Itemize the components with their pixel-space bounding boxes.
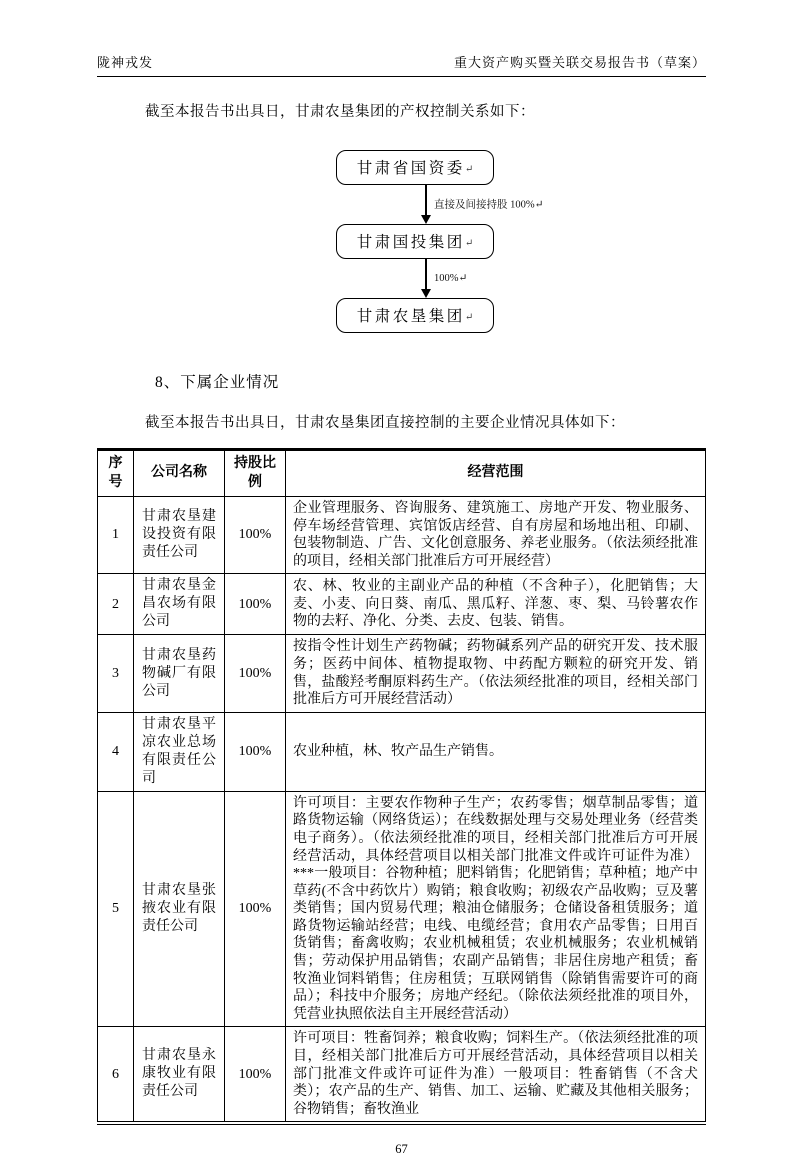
cell-holding-ratio: 100% [225,496,286,573]
header-right-report-title: 重大资产购买暨关联交易报告书（草案） [453,55,706,70]
intro-paragraph-control-relationship: 截至本报告书出具日，甘肃农垦集团的产权控制关系如下： [145,104,535,120]
table-header-row [98,451,706,497]
column-header-index: 序号 [98,451,134,497]
cell-business-scope: 农业种植，林、牧产品生产销售。 [286,712,706,791]
page-number: 67 [395,1142,408,1157]
node-label: 甘肃农垦集团 [356,308,465,326]
cell-holding-ratio: 100% [225,1027,286,1121]
section-heading-subsidiaries: 8、下属企业情况 [155,374,280,392]
cell-holding-ratio: 100% [225,712,286,791]
cell-index: 6 [98,1027,134,1121]
cell-index: 5 [98,791,134,1027]
cell-company-name: 甘肃农垦药物碱厂有限公司 [134,635,225,712]
cell-business-scope: 企业管理服务、咨询服务、建筑施工、房地产开发、物业服务、停车场经营管理、宾馆饭店经营、自有房屋和场地出租、印刷、包装物制造、广告、文化创意服务、养老业服务。（依法须经批准的项目，经相关部门批准后方可开展经营） [286,496,706,573]
arrow-down-icon [421,215,431,224]
cell-business-scope: 农、林、牧业的主副业产品的种植（不含种子），化肥销售；大麦、小麦、向日葵、南瓜、黑瓜籽、洋葱、枣、梨、马铃薯农作物的去籽、净化、分类、去皮、包装、销售。 [286,574,706,635]
cell-company-name: 甘肃农垦建设投资有限责任公司 [134,496,225,573]
page-footer [97,1142,706,1157]
column-header-holding-ratio: 持股比例 [225,451,286,497]
cell-holding-ratio: 100% [225,791,286,1027]
table-row [98,1027,706,1121]
cell-business-scope: 许可项目：主要农作物种子生产；农药零售；烟草制品零售；道路货物运输（网络货运）；在线数据处理与交易处理业务（经营类电子商务）。（依法须经批准的项目，经相关部门批准后方可开展经营活动，具体经营项目以相关部门批准文件或许可证件为准）***一般项目：谷物种植；肥料销售；化肥销售；草种植；地产中草药(不含中药饮片）购销；粮食收购；初级农产品收购；豆及薯类销售；国内贸易代理；粮油仓储服务；仓储设备租赁服务；道路货物运输站经营；电线、电缆经营；食用农产品零售；日用百货销售；畜禽收购；农业机械租赁；农业机械服务；农业机械销售；劳动保护用品销售；农副产品销售；非居住房地产租赁；畜牧渔业饲料销售；住房租赁；互联网销售（除销售需要许可的商品）；科技中介服务；房地产经纪。（除依法须经批准的项目外，凭营业执照依法自主开展经营活动） [286,791,706,1027]
cell-index: 4 [98,712,134,791]
cell-business-scope: 许可项目：牲畜饲养；粮食收购；饲料生产。（依法须经批准的项目，经相关部门批准后方可开展经营活动，具体经营项目以相关部门批准文件或许可证件为准）一般项目：牲畜销售（不含犬类）；农产品的生产、销售、加工、运输、贮藏及其他相关服务；谷物销售；畜牧渔业 [286,1027,706,1121]
flowchart-node-gansu-nongken-group [336,298,494,333]
cell-holding-ratio: 100% [225,635,286,712]
flow-connector-1 [265,185,565,224]
edge-label-100pct: 100%↵ [434,272,468,284]
return-mark-icon: ↵ [464,238,474,250]
cell-company-name: 甘肃农垦平凉农业总场有限责任公司 [134,712,225,791]
table-row [98,712,706,791]
cell-company-name: 甘肃农垦永康牧业有限责任公司 [134,1027,225,1121]
cell-index: 1 [98,496,134,573]
arrow-down-icon [421,289,431,298]
header-left-short-title: 陇神戎发 [97,55,154,70]
table-row [98,635,706,712]
table-row [98,496,706,573]
table-row [98,791,706,1027]
return-mark-icon: ↵ [464,164,474,176]
cell-index: 3 [98,635,134,712]
node-label: 甘肃国投集团 [356,234,465,252]
arrow-line [425,185,427,219]
table-row [98,574,706,635]
return-mark-icon: ↵ [464,312,474,324]
cell-company-name: 甘肃农垦金昌农场有限公司 [134,574,225,635]
flowchart-node-gansu-sasac [336,150,494,185]
column-header-company: 公司名称 [134,451,225,497]
cell-holding-ratio: 100% [225,574,286,635]
cell-company-name: 甘肃农垦张掖农业有限责任公司 [134,791,225,1027]
edge-label-direct-indirect-holding: 直接及间接持股 100%↵ [434,198,544,210]
column-header-business-scope: 经营范围 [286,451,706,497]
intro-paragraph-subsidiary-table: 截至本报告书出具日，甘肃农垦集团直接控制的主要企业情况具体如下： [145,415,625,432]
ownership-flowchart [265,150,565,333]
flow-connector-2 [265,259,565,298]
running-header [97,52,706,77]
cell-business-scope: 按指令性计划生产药物碱；药物碱系列产品的研究开发、技术服务；医药中间体、植物提取物、中药配方颗粒的研究开发、销售，盐酸羟考酮原料药生产。（依法须经批准的项目，经相关部门批准后方可开展经营活动） [286,635,706,712]
flowchart-node-gansu-guotou-group [336,224,494,259]
subsidiaries-table [97,450,706,1121]
cell-index: 2 [98,574,134,635]
arrow-line [425,259,427,293]
subsidiaries-table-wrapper [97,448,706,1125]
node-label: 甘肃省国资委 [356,160,465,178]
